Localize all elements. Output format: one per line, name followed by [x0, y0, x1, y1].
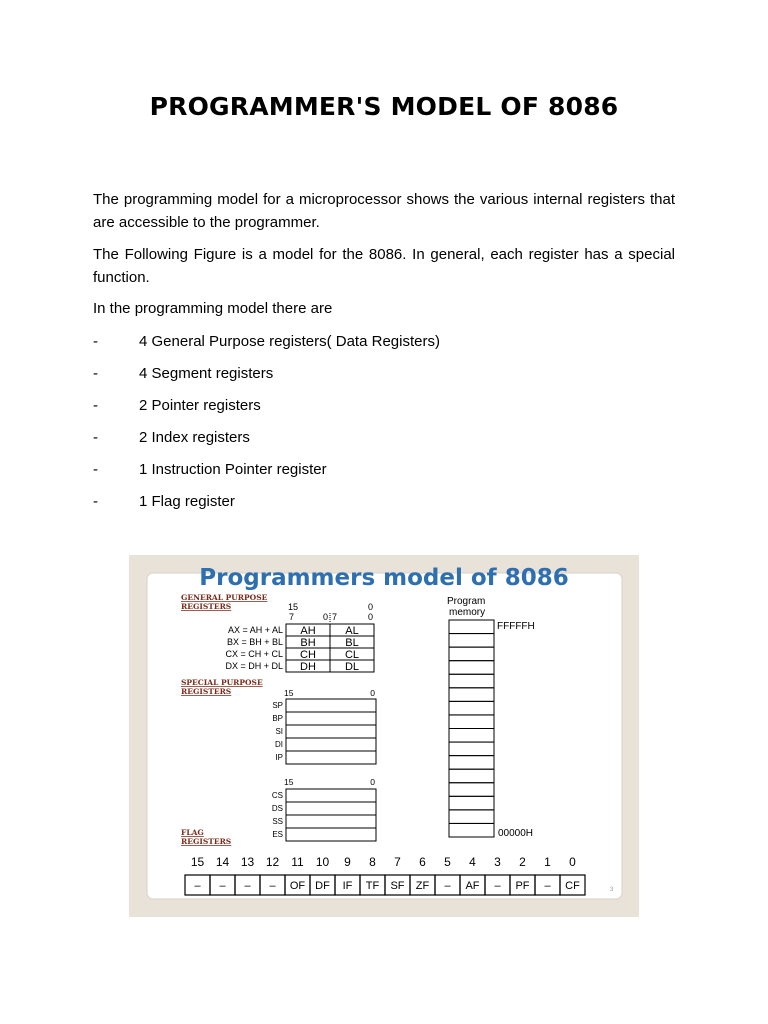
bit-number: 0: [367, 602, 373, 612]
figure-intro-paragraph: The Following Figure is a model for the 8086. In general, each register has a special function.: [93, 246, 675, 286]
general-purpose-label: REGISTERS: [181, 602, 232, 611]
flag-cell-label: –: [194, 880, 201, 892]
flag-bit-number: 6: [419, 855, 426, 869]
bit-number: 15: [284, 777, 294, 787]
register-name: SP: [272, 701, 283, 710]
list-item-text: 2 Pointer registers: [139, 397, 261, 414]
flag-registers-label: FLAG: [181, 828, 204, 837]
figure-title: Programmers model of 8086: [199, 565, 569, 591]
flag-bit-number: 7: [394, 855, 401, 869]
bit-number: 0: [370, 777, 375, 787]
register-high-byte: AH: [300, 625, 316, 637]
list-item-text: 2 Index registers: [139, 429, 250, 446]
flag-cell-label: –: [269, 880, 276, 892]
flag-bit-number: 4: [469, 855, 476, 869]
flag-cell-label: PF: [515, 880, 530, 892]
flag-cell-label: CF: [565, 880, 580, 892]
register-equation: AX = AH + AL: [227, 625, 283, 635]
bit-number: 15: [288, 602, 299, 612]
register-high-byte: CH: [300, 649, 316, 661]
flag-bit-number: 2: [519, 855, 526, 869]
flag-bit-number: 9: [344, 855, 351, 869]
list-item: [93, 363, 675, 385]
register-equation: BX = BH + BL: [226, 637, 283, 647]
bullet-dash: -: [93, 461, 98, 478]
bullet-dash: -: [93, 493, 98, 510]
flag-registers-label: REGISTERS: [181, 837, 232, 846]
programmers-model-figure: [129, 555, 639, 917]
register-name: SI: [275, 727, 283, 736]
special-purpose-label: REGISTERS: [181, 687, 232, 696]
register-diagram: [129, 555, 639, 917]
register-low-byte: DL: [344, 661, 360, 673]
register-name: DS: [271, 804, 283, 813]
list-item: [93, 491, 675, 513]
flag-cell-label: DF: [315, 880, 330, 892]
flag-bit-number: 14: [215, 855, 230, 869]
intro-paragraph: The programming model for a microprocessor shows the various internal registers that are accessible to the programmer.: [93, 191, 675, 231]
flag-cell-label: –: [444, 880, 451, 892]
memory-bottom-address: 00000H: [498, 828, 534, 839]
register-high-byte: BH: [300, 637, 316, 649]
flag-cell-label: –: [494, 880, 501, 892]
flag-bit-number: 12: [265, 855, 280, 869]
flag-bit-number: 0: [569, 855, 576, 869]
bit-number: 7: [332, 612, 338, 622]
flag-cell-label: OF: [289, 880, 306, 892]
bullet-dash: -: [93, 333, 98, 350]
flag-cell-label: –: [244, 880, 251, 892]
flag-bit-number: 10: [315, 855, 330, 869]
list-item: [93, 395, 675, 417]
register-equation: DX = DH + DL: [225, 661, 283, 671]
bullet-dash: -: [93, 397, 98, 414]
slide-number: 3: [610, 887, 614, 893]
flag-cell-label: IF: [342, 880, 353, 892]
flag-bit-number: 8: [369, 855, 376, 869]
bullet-dash: -: [93, 365, 98, 382]
flag-bit-number: 3: [494, 855, 501, 869]
register-low-byte: CL: [344, 649, 360, 661]
flag-bit-number: 1: [544, 855, 551, 869]
special-purpose-label: SPECIAL PURPOSE: [181, 678, 263, 687]
register-name: BP: [272, 714, 283, 723]
flag-cell-label: ZF: [415, 880, 430, 892]
register-low-byte: AL: [345, 625, 359, 637]
register-name: ES: [272, 830, 283, 839]
flag-cell-label: AF: [465, 880, 480, 892]
register-name: DI: [275, 740, 283, 749]
flag-cell-label: SF: [390, 880, 405, 892]
register-high-byte: DH: [300, 661, 316, 673]
memory-top-address: FFFFFH: [497, 621, 535, 632]
register-name: CS: [271, 791, 283, 800]
general-purpose-label: GENERAL PURPOSE: [181, 593, 268, 602]
flag-cell-label: –: [544, 880, 551, 892]
list-item-text: 1 Instruction Pointer register: [139, 461, 327, 478]
flag-bit-number: 5: [444, 855, 451, 869]
flag-bit-number: 11: [291, 855, 304, 869]
page-title: PROGRAMMER'S MODEL OF 8086: [149, 92, 619, 121]
register-low-byte: BL: [345, 637, 359, 649]
flag-cell-label: –: [219, 880, 226, 892]
bit-number: 0: [370, 688, 375, 698]
figure-panel: [147, 573, 622, 899]
list-item-text: 4 General Purpose registers( Data Registers): [139, 333, 440, 350]
list-item-text: 1 Flag register: [139, 493, 235, 510]
bullet-dash: -: [93, 429, 98, 446]
list-item-text: 4 Segment registers: [139, 365, 274, 382]
bit-number: 0: [322, 612, 328, 622]
memory-label: Program: [447, 596, 486, 607]
list-item: [93, 427, 675, 449]
bit-number: 7: [289, 612, 295, 622]
list-intro-paragraph: In the programming model there are: [93, 300, 333, 317]
list-item: [93, 459, 675, 481]
flag-bit-number: 13: [240, 855, 255, 869]
flag-bit-number: 15: [190, 855, 205, 869]
bit-number: 15: [284, 688, 294, 698]
bit-number: 0: [367, 612, 373, 622]
register-name: SS: [272, 817, 283, 826]
list-item: [93, 331, 675, 353]
register-name: IP: [275, 753, 283, 762]
flag-cell-label: TF: [365, 880, 380, 892]
memory-label: memory: [449, 607, 486, 618]
register-equation: CX = CH + CL: [225, 649, 283, 659]
